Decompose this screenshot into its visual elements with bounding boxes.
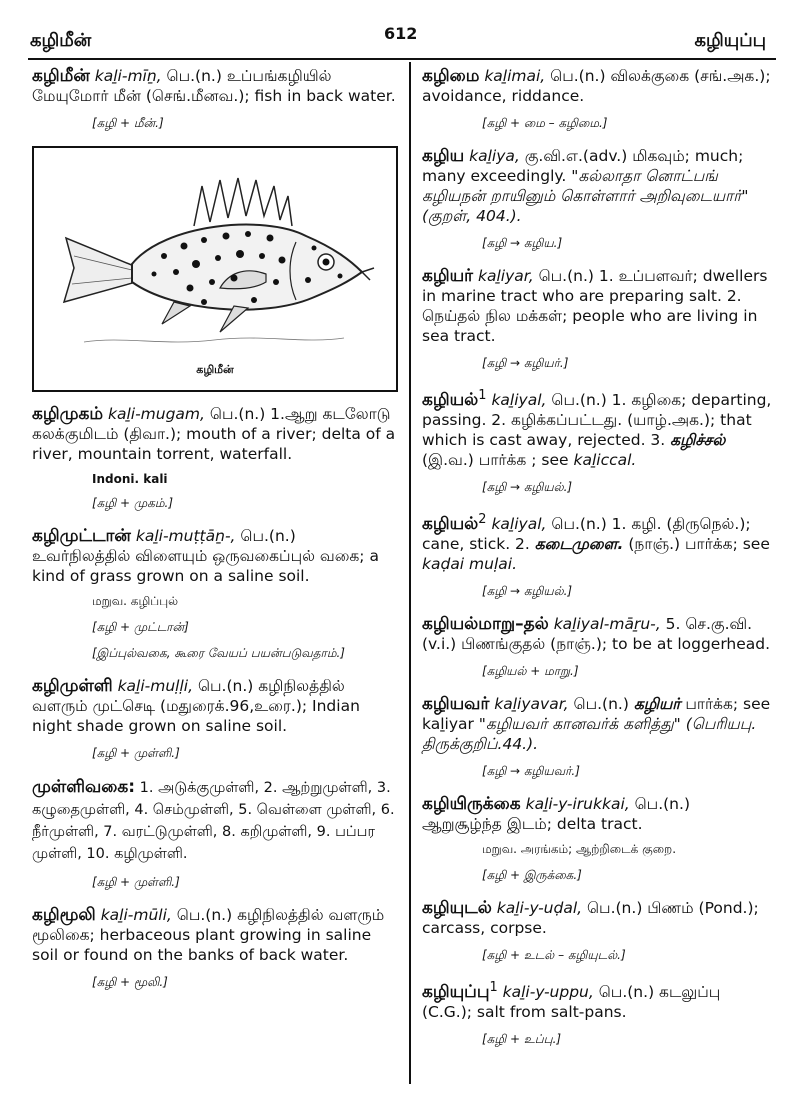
transliteration: kaḻiyavar, [494,695,569,714]
entry-kazhimai [422,66,774,106]
transliteration: kaḻiyal-māṟu-, [553,615,661,634]
fish-icon [44,156,384,356]
etymology: [கழி → கழிய.] [482,236,563,250]
entry-kazhimuttan [32,526,398,586]
headword: கழியுப்பு [422,982,490,1003]
etymology: [கழி → கழியல்.] [482,584,573,599]
headword: கழியவர் [422,694,490,715]
headword: கழிமுள்ளி [32,676,113,696]
cross-reference: கழிச்சல் [670,431,726,450]
transliteration: kaḻi-mīṉ, [94,67,162,85]
entry-kazhimeen [32,66,398,106]
etymology: [கழி + மை – கழிமை.] [482,116,608,130]
figure-caption: கழிமீன் [196,363,234,376]
etymology: [கழி + முள்ளி.] [92,875,180,889]
headword: கழியல் [422,390,479,411]
transliteration: kaḻi-y-uḍal, [496,899,583,918]
definition: பெ.(n.) ஆறுசூழ்ந்த இடம்; delta tract. [422,795,690,834]
entry-kazhiyal-maaru [422,614,774,654]
left-column [32,66,398,1005]
right-column [422,66,774,1062]
headword: கழியுடல் [422,898,492,919]
entry-kazhiya [422,146,774,226]
etymology: [கழி + உப்பு.] [482,1032,562,1047]
transliteration: kaḻi-muṭṭāṉ-, [135,527,236,545]
entry-kazhimugam [32,404,398,464]
definition: பெ.(n.) பிணம் (Pond.); carcass, corpse. [422,899,759,938]
definition: பெ.(n.) 1. கழிகை; departing, passing. 2. கழிக்கப்பட்டது. (யாழ்.அக.); that which is cast away, rejected. 3. [422,391,772,450]
headword: கழிமீன் [32,66,90,86]
homonym-number: 2 [478,512,487,528]
homonym-number: 1 [478,388,487,403]
etymology: [கழி + மீன்.] [92,116,164,130]
transliteration: kaḻi-mugam, [107,405,205,423]
headword: கழிமூலி [32,905,96,925]
entry-kazhimulli [32,676,398,736]
entry-kazhiyudal [422,898,774,938]
headword: முள்ளிவகை: [32,777,136,797]
quotation: "கல்லாதா னொட்பங் கழியநன் றாயினும் கொள்ளார் அறிவுடையார்" (குறள், 404.). [422,167,749,225]
definition: பெ.(n.) 1.ஆறு கடலோடு கலக்குமிடம் (திவா.); mouth of a river; delta of a river, mountain torrent, waterfall. [32,405,396,463]
definition: பெ.(n.) உவர்நிலத்தில் விளையும் ஒருவகைப்புல் வகை; a kind of grass grown on a saline soil. [32,527,379,585]
transliteration: kaḻimai, [484,67,546,85]
definition-cont: (இ.வ.) பார்க்க ; see [422,451,574,470]
cross-reference: கழியர் [633,695,681,714]
column-divider [409,62,411,1084]
headword: கழியல் [422,514,479,535]
definition-cont: (நாஞ்.) பார்க்க; see [623,535,770,554]
entry-kazhiyuppu [422,978,774,1022]
definition-cont: பார்க்க; see kaḻiyar [422,695,771,734]
headword: கழியிருக்கை [422,794,521,815]
entry-kazhimooli [32,905,398,965]
etymology: [கழி + உடல் – கழியுடல்.] [482,948,626,963]
etymology: [கழி → கழியல்.] [482,480,573,495]
etymology: [கழியல் + மாறு.] [482,664,579,679]
entry-kazhiyirukkai [422,794,774,834]
definition: 1. அடுக்குமுள்ளி, 2. ஆற்றுமுள்ளி, 3. கழுதைமுள்ளி, 4. செம்முள்ளி, 5. வெள்ளை முள்ளி, 6. நீர்முள்ளி, 7. வரட்டுமுள்ளி, 8. கறிமுள்ளி, 9. பப்பர முள்ளி, 10. கழிமுள்ளி. [32,780,395,862]
transliteration: kaḻiyar, [478,267,534,285]
quotation: "கழியவர் கானவர்க் களித்து" (பெரியபு. திருக்குறிப்.44.). [422,715,757,754]
cross-reference: கடைமுளை. [534,535,624,554]
definition: பெ.(n.) 1. உப்பளவர்; dwellers in marine tract who are preparing salt. 2. நெய்தல் நில மக்கள்; people who are living in sea tract. [422,267,768,345]
page-header [0,0,800,56]
entry-kazhiyal-2 [422,510,774,574]
etymology: [கழி + இருக்கை.] [482,868,582,883]
etymology-note: [இப்புல்வகை, கூரை வேயப் பயன்படுவதாம்.] [92,646,345,660]
definition: பெ.(n.) 1. கழி. (திருநெல்.); cane, stick. 2. [422,515,751,554]
cognate-note: Indoni. kali [92,472,168,486]
headword: கழிமை [422,66,480,86]
running-head-left: கழிமீன் [30,30,92,51]
homonym-number: 1 [489,980,498,996]
etymology: [கழி + முகம்.] [92,496,174,510]
headword: கழிமுகம் [32,404,104,424]
definition: பெ.(n.) கடலுப்பு (C.G.); salt from salt-pans. [422,983,721,1022]
transliteration: kaḻi-muḷḷi, [117,677,194,695]
see-reference: kaḍai muḷai. [422,555,518,574]
header-rule [28,58,776,60]
transliteration: kaḻi-y-irukkai, [525,795,630,814]
etymology: [கழி + மூலி.] [92,975,168,989]
headword: கழியர் [422,266,474,286]
headword: கழிமுட்டான் [32,526,131,546]
definition: கு.வி.எ.(adv.) மிகவும்; much; many exceedingly. [422,147,744,185]
page-number: 612 [384,24,418,43]
definition: பெ.(n.) கழிநிலத்தில் வளரும் முட்செடி (மதுரைக்.96,உரை.); Indian night shade grown on saline soil. [32,677,360,735]
definition: பெ.(n.) கழிநிலத்தில் வளரும் மூலிகை; herbaceous plant growing in saline soil or found on the banks of back water. [32,906,385,964]
definition: 5. செ.கு.வி.(v.i.) பிணங்குதல் (நாஞ்.); to be at loggerhead. [422,615,771,654]
entry-kazhiyavar [422,694,774,754]
entry-mullivagai [32,776,398,865]
transliteration: kaḻi-y-uppu, [502,983,594,1002]
variant-note: மறுவ. அரங்கம்; ஆற்றிடைக் குறை. [482,842,677,857]
transliteration: kaḻiyal, [491,391,547,410]
definition: பெ.(n.) விலக்குகை (சங்.அக.); avoidance, riddance. [422,67,771,105]
headword: கழியல்மாறு–தல் [422,614,549,635]
headword: கழிய [422,146,465,166]
transliteration: kaḻiya, [469,147,520,165]
see-reference: kaḻiccal. [573,451,637,470]
etymology: [கழி → கழியவர்.] [482,764,580,779]
definition: பெ.(n.) [568,695,634,714]
transliteration: kaḻi-mūli, [100,906,172,924]
etymology: [கழி → கழியர்.] [482,356,569,370]
entry-kazhiyar [422,266,774,346]
etymology: [கழி + முட்டான்] [92,620,189,634]
definition: பெ.(n.) உப்பங்கழியில் மேயுமோர் மீன் (செங்.மீனவ.); fish in back water. [32,67,396,105]
etymology: [கழி + முள்ளி.] [92,746,180,760]
entry-kazhiyal-1 [422,386,774,470]
running-head-right: கழியுப்பு [694,30,766,51]
variant-note: மறுவ. கழிப்புல் [92,594,179,608]
transliteration: kaḻiyal, [491,515,547,534]
fish-illustration [32,146,398,392]
